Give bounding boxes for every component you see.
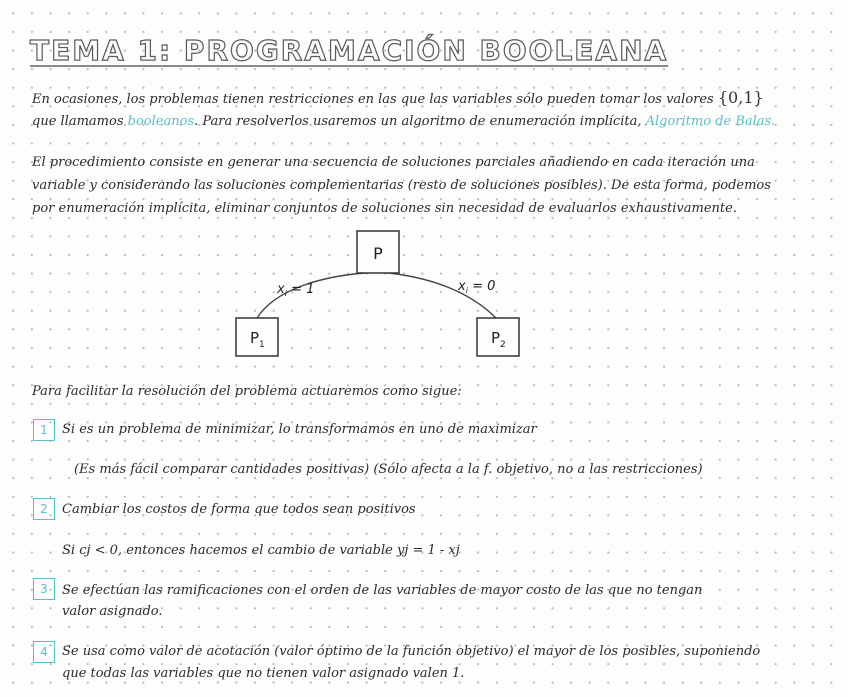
root-node-label: P (373, 244, 383, 263)
intro-line-2-c: . Para resolverlos usaremos un algoritmo de enumeración implícita, (194, 114, 642, 129)
step-1-text: Si es un problema de minimizar, lo transformamos en uno de maximizar (62, 422, 537, 437)
step-4-number: 4 (33, 641, 55, 663)
step-1-detail: (Es más fácil comparar cantidades positivas) (Sólo afecta a la f. objetivo, no a las restricciones) (74, 462, 703, 477)
step-2-text: Cambiar los costos de forma que todos sean positivos (62, 502, 416, 517)
algoritmo-balas-highlight: Algoritmo de Balas. (645, 114, 776, 129)
step-1-number: 1 (33, 419, 55, 441)
procedure-line-1: El procedimiento consiste en generar una secuencia de soluciones parciales añadiendo en cada iteración una (32, 155, 755, 170)
procedure-line-3: por enumeración implícita, eliminar conjuntos de soluciones sin necesidad de evaluarlos exhaustivamente. (32, 201, 737, 216)
step-3-number: 3 (33, 578, 55, 600)
left-edge-label: $x_i = 1$ (277, 282, 315, 298)
booleanos-highlight: booleanos (127, 114, 195, 129)
step-2-number: 2 (33, 498, 55, 520)
intro-line-1-text: En ocasiones, los problemas tienen restricciones en las que las variables sólo pueden tomar los valores (32, 92, 714, 107)
values-set: {0,1} (717, 88, 764, 107)
steps-intro: Para facilitar la resolución del problema actuaremos como sigue: (32, 384, 462, 399)
step-3-detail: valor asignado. (62, 604, 163, 619)
page-title: TEMA 1: PROGRAMACIÓN BOOLEANA (30, 34, 669, 67)
left-branch-edge (257, 272, 378, 318)
intro-line-2-a: que llamamos (32, 114, 124, 129)
step-4-detail: que todas las variables que no tienen valor asignado valen 1. (62, 666, 465, 681)
procedure-line-2: variable y considerando las soluciones complementarias (resto de soluciones posibles). De esta forma, podemos (32, 178, 771, 193)
step-2-detail: Si cj < 0, entonces hacemos el cambio de variable yj = 1 - xj (62, 543, 460, 558)
step-3-text: Se efectúan las ramificaciones con el orden de las variables de mayor costo de las que no tengan (62, 583, 703, 598)
left-node-label: $P_1$ (250, 329, 265, 350)
right-node-label: $P_2$ (491, 329, 506, 350)
right-edge-label: $x_i = 0$ (458, 279, 496, 295)
step-4-text: Se usa como valor de acotación (valor óptimo de la función objetivo) el mayor de los posibles, suponiendo (62, 644, 761, 659)
